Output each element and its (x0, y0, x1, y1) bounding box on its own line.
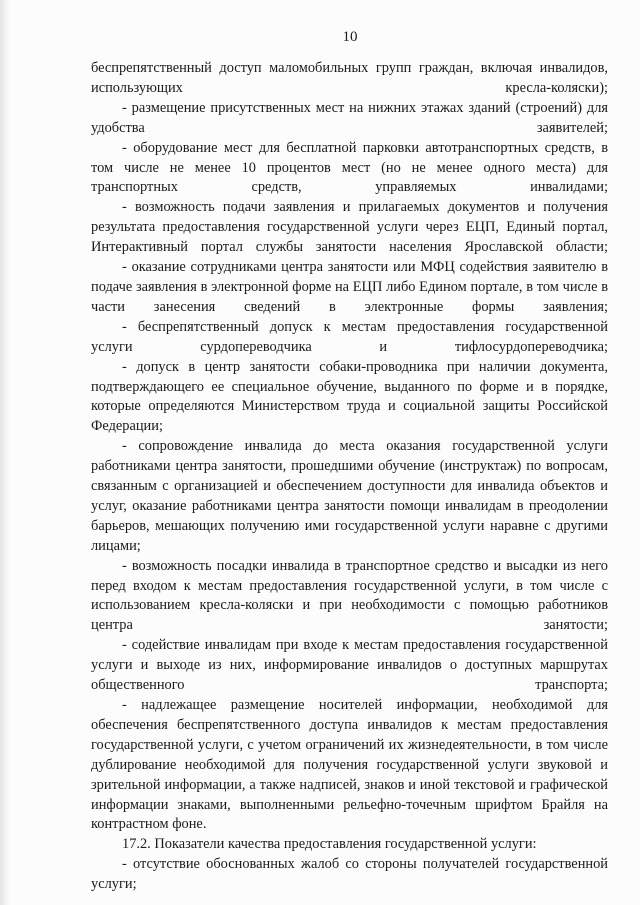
paragraph-parking: - оборудование мест для бесплатной парковки автотранспортных средств, в том числе не менее 10 процентов мест (но не менее одного места) для транспортных средств, управляемых инвалидами; (91, 139, 608, 196)
paragraph-sign-interpreter: - беспрепятственный допуск к местам предоставления государственной услуги сурдопереводчика и тифлосурдопереводчика; (91, 318, 608, 355)
paragraph-information-placement: - надлежащее размещение носителей информации, необходимой для обеспечения беспрепятственного доступа инвалидов к местам предоставления государственной услуги, с учетом ограничений их жизнедеятельности, в том числе дублирование необходимой для получения государственной услуги звуковой и зрительной информации, а также надписей, знаков и иной текстовой и графической информации знаками, выполненными рельефно-точечным шрифтом Брайля на контрастном фоне. (91, 697, 608, 833)
paragraph-no-complaints: - отсутствие обоснованных жалоб со стороны получателей государственной услуги; (91, 856, 608, 893)
paragraph-escort: - сопровождение инвалида до места оказания государственной услуги работниками центра занятости, прошедшими обучение (инструктаж) по вопросам, связанным с организацией и обеспечением доступности для инвалида объектов и услуг, оказание работниками центра занятости помощи инвалидам в преодолении барьеров, мешающих получению ими государственной услуги наравне с другими лицами; (91, 438, 608, 554)
paragraph-guide-dog: - допуск в центр занятости собаки-проводника при наличии документа, подтверждающего ее специальное обучение, выданного по форме и в порядке, которые определяются Министерством труда и социальной защиты Российской Федерации; (91, 358, 608, 435)
paragraph-ground-floor: - размещение присутственных мест на нижних этажах зданий (строений) для удобства заявителей; (91, 99, 608, 136)
paragraph-accessible-entry: беспрепятственный доступ маломобильных групп граждан, включая инвалидов, использующих кресла-коляски); (91, 60, 608, 96)
paragraph-entry-assistance: - содействие инвалидам при входе к местам предоставления государственной услуги и выходе из них, информирование инвалидов о доступных маршрутах общественного транспорта; (91, 637, 608, 694)
section-heading-17-2: 17.2. Показатели качества предоставления государственной услуги: (122, 836, 537, 853)
page-number: 10 (342, 29, 358, 45)
paragraph-staff-assistance: - оказание сотрудниками центра занятости или МФЦ содействия заявителю в подаче заявления в электронной форме на ЕЦП либо Едином портале, в том числе в части занесения сведений в электронные формы заявления; (91, 259, 608, 315)
page-edge-shadow (0, 0, 10, 905)
paragraph-online-application: - возможность подачи заявления и прилагаемых документов и получения результата предоставления государственной услуги через ЕЦП, Единый портал, Интерактивный портал службы занятости населения Ярославской области; (91, 199, 608, 256)
paragraph-vehicle-boarding: - возможность посадки инвалида в транспортное средство и высадки из него перед входом к местам предоставления государственной услуги, в том числе с использованием кресла-коляски и при необходимости с помощью работников центра занятости; (91, 557, 608, 634)
document-body (91, 59, 608, 895)
